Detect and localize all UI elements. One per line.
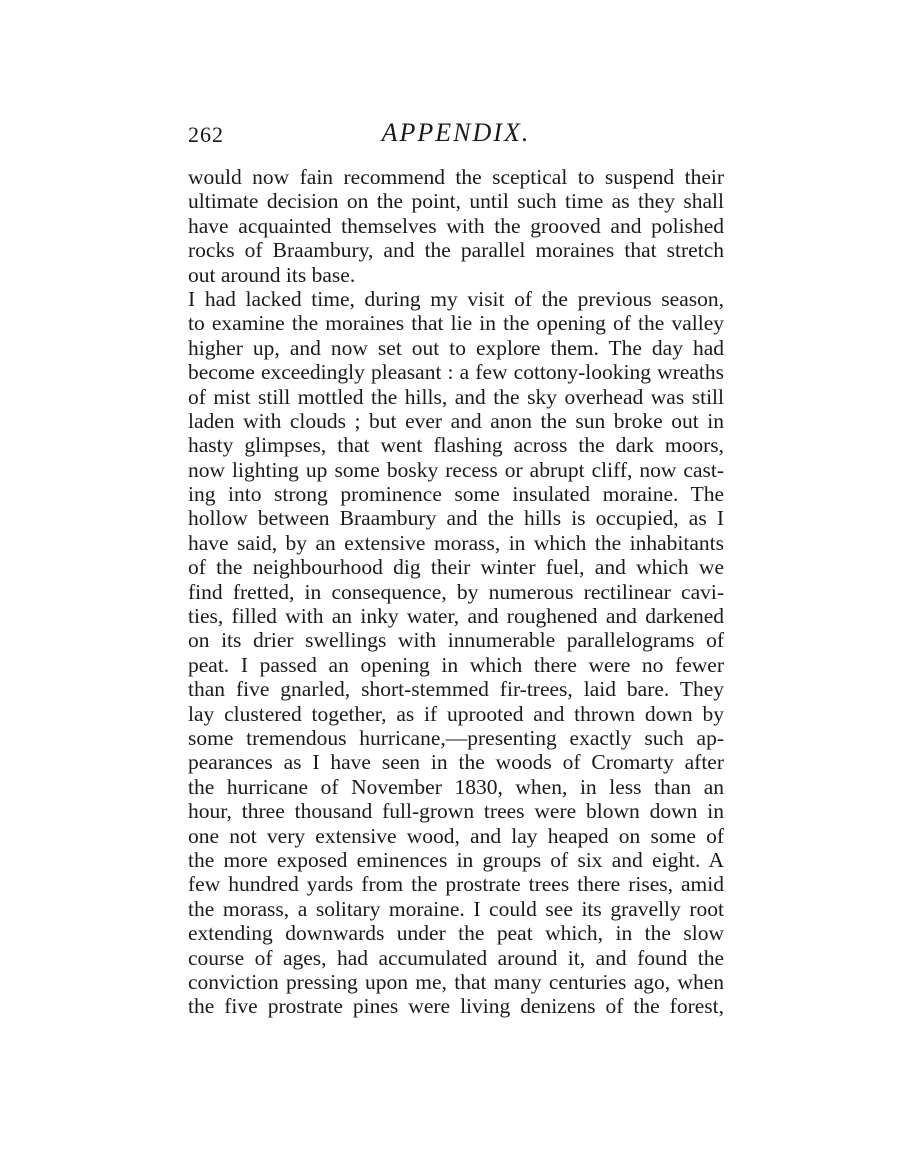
text-line: the more exposed eminences in groups of six and eight. A: [188, 847, 724, 872]
text-line: on its drier swellings with innumerable parallelograms of: [188, 628, 724, 653]
text-line: ing into strong prominence some insulated moraine. The: [188, 482, 724, 507]
text-line: become exceedingly pleasant : a few cottony-looking wreaths: [188, 360, 724, 385]
text-line: some tremendous hurricane,—presenting exactly such ap-: [188, 725, 724, 750]
text-line: the five prostrate pines were living denizens of the forest,: [188, 994, 724, 1019]
text-line: the morass, a solitary moraine. I could see its gravelly root: [188, 896, 724, 921]
text-line: few hundred yards from the prostrate trees there rises, amid: [188, 872, 724, 897]
text-line: hasty glimpses, that went flashing across the dark moors,: [188, 433, 724, 458]
text-line: one not very extensive wood, and lay heaped on some of: [188, 823, 724, 848]
text-line: of the neighbourhood dig their winter fuel, and which we: [188, 555, 724, 580]
text-line: now lighting up some bosky recess or abrupt cliff, now cast-: [188, 457, 724, 482]
page-title: APPENDIX.: [381, 118, 531, 147]
text-line: lay clustered together, as if uprooted and thrown down by: [188, 701, 724, 726]
text-line: ties, filled with an inky water, and roughened and darkened: [188, 604, 724, 629]
text-line: would now fain recommend the sceptical to suspend their: [188, 165, 724, 189]
text-line: have said, by an extensive morass, in which the inhabitants: [188, 530, 724, 555]
text-line: of mist still mottled the hills, and the sky overhead was still: [188, 384, 724, 409]
text-line: rocks of Braambury, and the parallel moraines that stretch: [188, 238, 724, 263]
text-line: to examine the moraines that lie in the opening of the valley: [188, 311, 724, 336]
text-line: laden with clouds ; but ever and anon the sun broke out in: [188, 408, 724, 433]
text-line: find fretted, in consequence, by numerous rectilinear cavi-: [188, 579, 724, 604]
text-line: higher up, and now set out to explore them. The day had: [188, 335, 724, 360]
text-line: out around its base.: [188, 262, 356, 287]
text-line: conviction pressing upon me, that many centuries ago, when: [188, 969, 724, 994]
text-line: hollow between Braambury and the hills is occupied, as I: [188, 506, 724, 531]
text-line: ultimate decision on the point, until such time as they shall: [188, 189, 724, 214]
text-line: extending downwards under the peat which, in the slow: [188, 921, 724, 946]
page-number: 262: [188, 122, 224, 147]
body-text: [188, 165, 724, 1019]
text-line: hour, three thousand full-grown trees were blown down in: [188, 799, 724, 824]
text-line: than five gnarled, short-stemmed fir-trees, laid bare. They: [188, 677, 724, 702]
text-line: have acquainted themselves with the grooved and polished: [188, 213, 724, 238]
text-line: the hurricane of November 1830, when, in less than an: [188, 774, 724, 799]
text-line: pearances as I have seen in the woods of Cromarty after: [188, 750, 724, 775]
text-line: I had lacked time, during my visit of the previous season,: [188, 286, 724, 311]
running-head: [188, 118, 724, 152]
text-line: peat. I passed an opening in which there were no fewer: [188, 652, 724, 677]
text-line: course of ages, had accumulated around it, and found the: [188, 945, 724, 970]
